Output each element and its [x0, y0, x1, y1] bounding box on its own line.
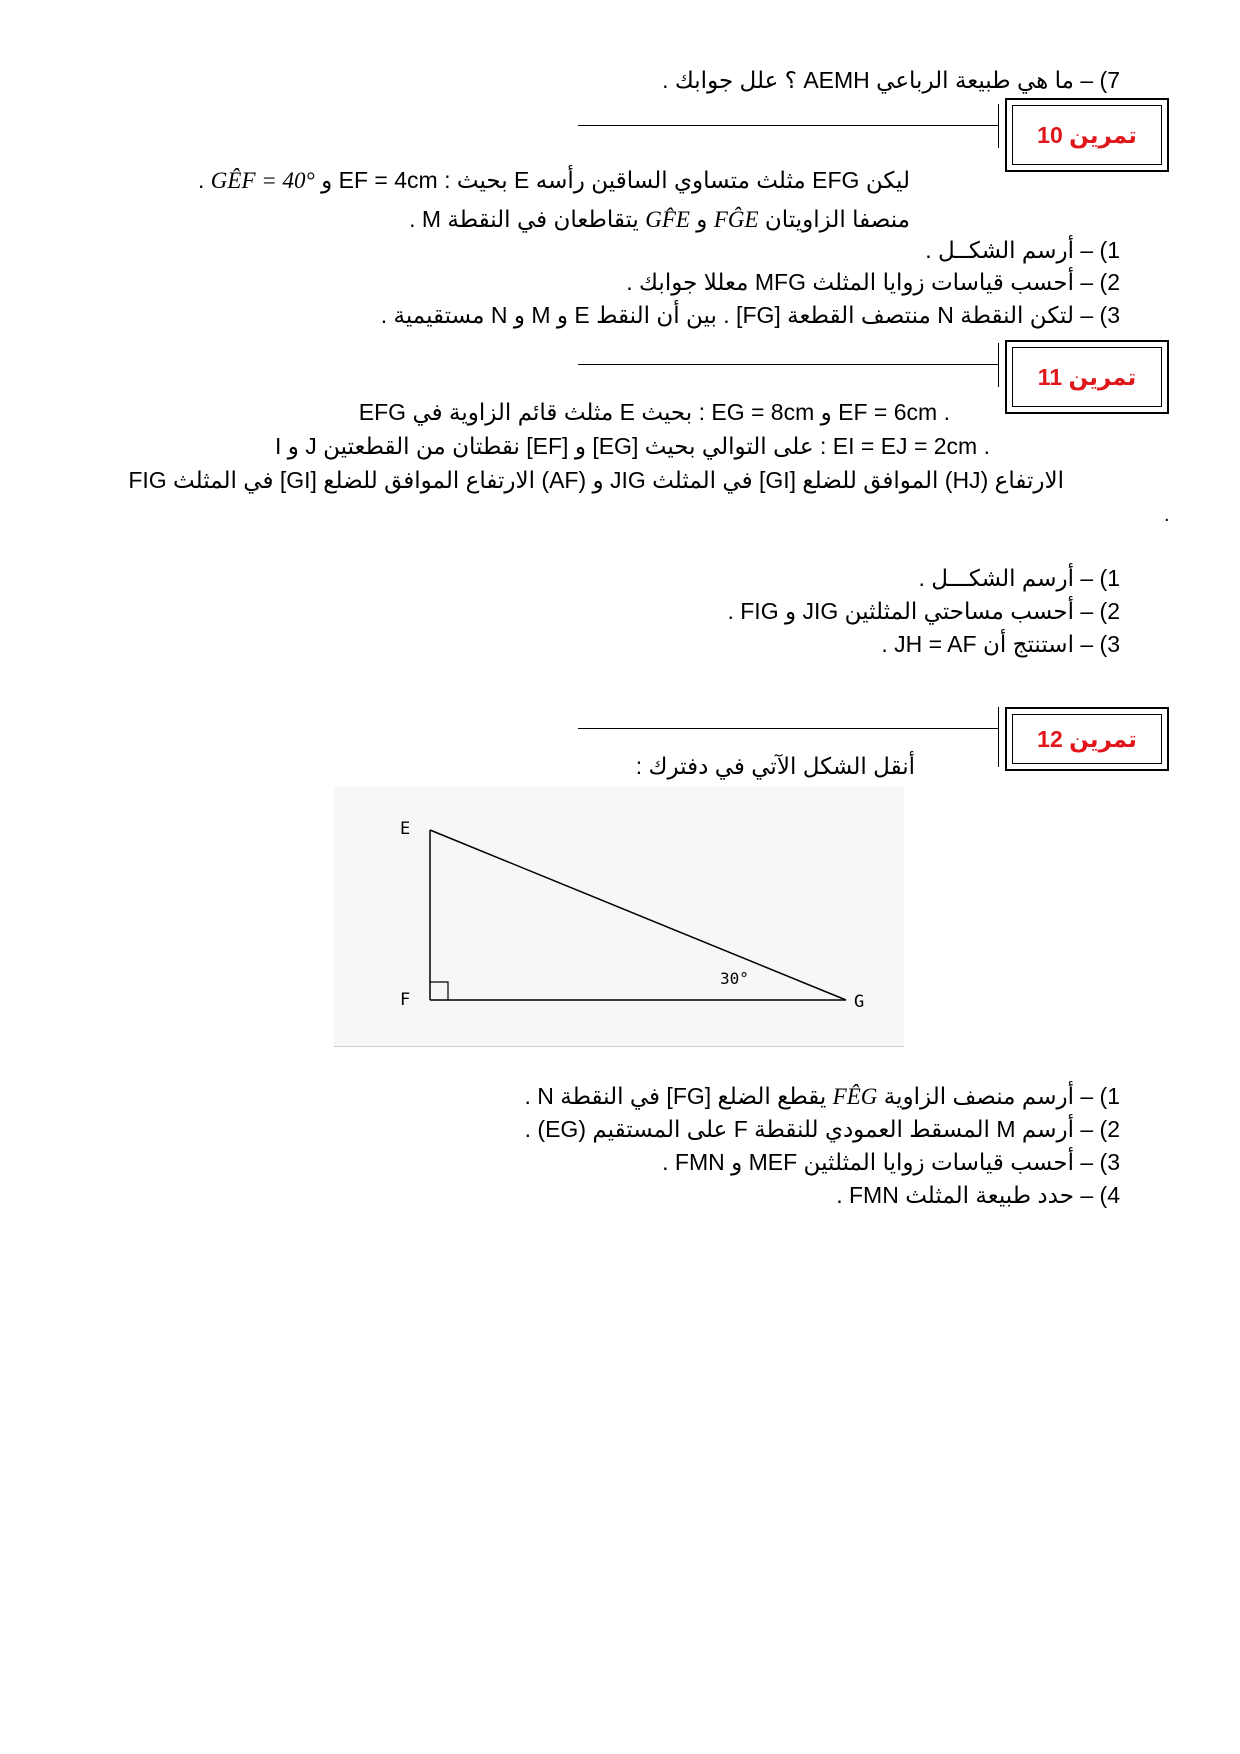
angle-math: GÊF = 40° [210, 168, 315, 193]
exercise-10-title: تمرين 10 [1012, 105, 1162, 165]
header-rule [578, 364, 998, 365]
exercise-12-intro: أنقل الشكل الآتي في دفترك : [635, 753, 915, 779]
right-angle-mark [430, 982, 448, 1000]
question-7: 7) – ما هي طبيعة الرباعي AEMH ؟ علل جوابك . [662, 67, 1120, 93]
exercise-10-question-3: 3) – لتكن النقطة N منتصف القطعة [FG] . بين أن النقط E و M و N مستقيمية . [380, 302, 1120, 328]
exercise-11-question-2: 2) – أحسب مساحتي المثلثين JIG و FIG . [727, 598, 1120, 624]
exercise-10-statement-line-2 [409, 205, 910, 234]
exercise-10-statement-line-1 [198, 166, 910, 195]
statement-text: يتقاطعان في النقطة M . [409, 206, 646, 232]
exercise-11-question-3: 3) – استنتج أن JH = AF . [881, 631, 1120, 657]
statement-text: منصفا الزاويتان [758, 206, 910, 232]
exercise-11-header [1005, 340, 1169, 414]
label-G: G [854, 992, 865, 1012]
angle-label-G: 30° [720, 969, 749, 988]
exercise-12-question-3: 3) – أحسب قياسات زوايا المثلثين MEF و FMN . [662, 1149, 1120, 1175]
exercise-11-title: تمرين 11 [1012, 347, 1162, 407]
exercise-11-statement-line-2: I و J نقطتان من القطعتين [EF] و [EG] على التوالي بحيث : EI = EJ = 2cm . [274, 433, 990, 459]
label-F: F [400, 990, 411, 1010]
statement-text: ليكن EFG مثلث متساوي الساقين رأسه E بحيث : EF = 4cm و [314, 167, 910, 193]
question-text: يقطع الضلع [FG] في النقطة N . [524, 1083, 833, 1109]
exercise-10-question-2: 2) – أحسب قياسات زوايا المثلث MFG معللا جوابك . [626, 269, 1120, 295]
angle-math: FĜE [713, 207, 759, 232]
header-rule [578, 728, 998, 729]
statement-text: و [689, 206, 714, 232]
exercise-10-header [1005, 98, 1169, 172]
exercise-11-statement-line-3: الارتفاع (HJ) الموافق للضلع [GI] في المثلث JIG و (AF) الارتفاع الموافق للضلع [GI] في المثلث FIG [128, 467, 1064, 493]
label-E: E [400, 819, 411, 839]
angle-math: FÊG [832, 1084, 878, 1109]
header-rule-tick [998, 104, 999, 148]
stray-period: . [1164, 504, 1170, 526]
exercise-12-title: تمرين 12 [1012, 714, 1162, 764]
triangle-figure-panel [334, 786, 904, 1047]
exercise-10-question-1: 1) – أرسم الشكــل . [925, 237, 1120, 263]
triangle-figure [334, 786, 904, 1046]
header-rule-tick [998, 343, 999, 387]
angle-math: GF̂E [645, 207, 690, 232]
header-rule-tick [998, 707, 999, 767]
side-EG [430, 830, 846, 1000]
exercise-11-statement-line-1: EFG مثلث قائم الزاوية في E بحيث : EG = 8cm و EF = 6cm . [358, 399, 950, 425]
exercise-12-question-1 [525, 1082, 1121, 1111]
statement-end: . [198, 167, 211, 193]
question-text: 1) – أرسم منصف الزاوية [877, 1083, 1120, 1109]
exercise-12-header [1005, 707, 1169, 771]
header-rule [578, 125, 998, 126]
exercise-12-question-4: 4) – حدد طبيعة المثلث FMN . [836, 1182, 1120, 1208]
exercise-11-question-1: 1) – أرسم الشكـــل . [918, 565, 1120, 591]
exercise-12-question-2: 2) – أرسم M المسقط العمودي للنقطة F على المستقيم (EG) . [524, 1116, 1120, 1142]
